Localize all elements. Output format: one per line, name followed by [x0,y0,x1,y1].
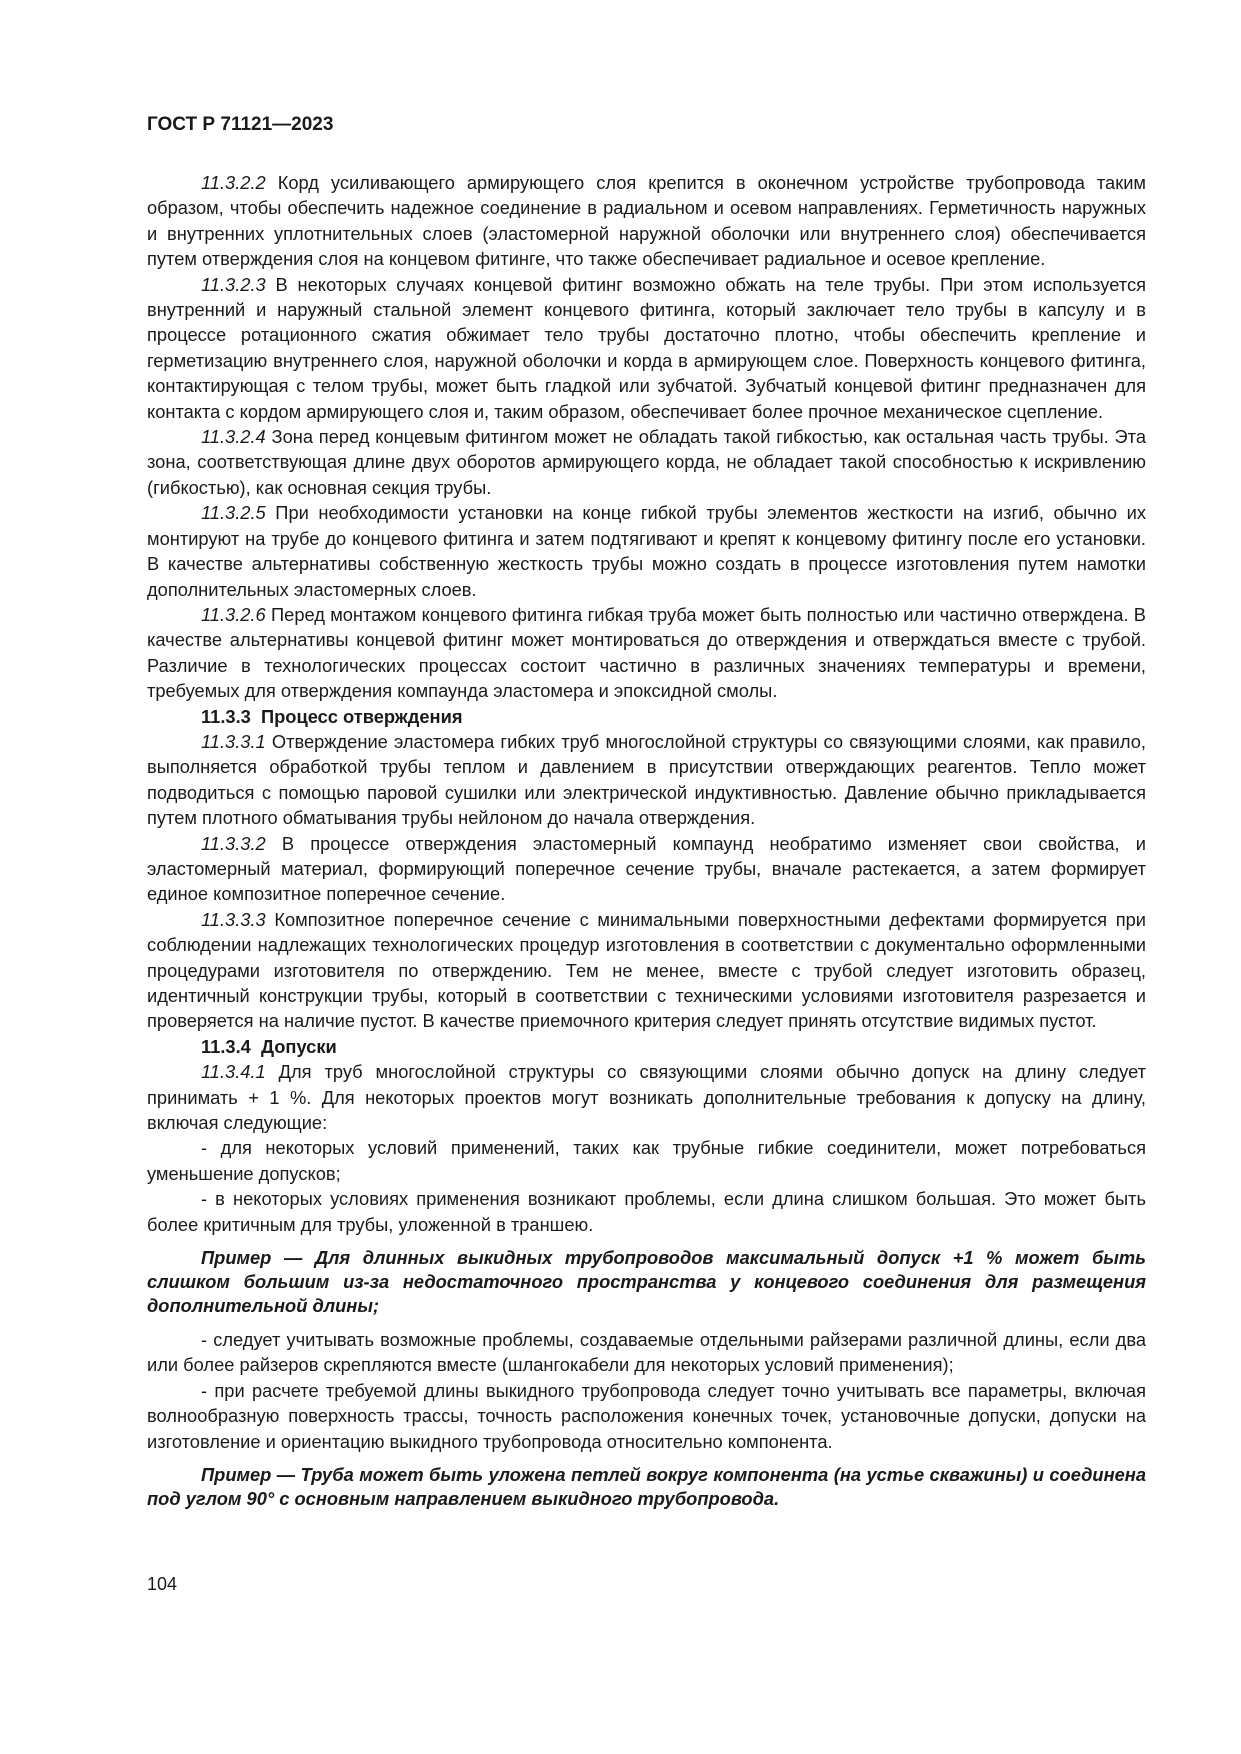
paragraph-11-3-2-6 [147,602,1146,704]
paragraph-text: Для труб многослойной структуры со связующими слоями обычно допуск на длину следует принимать + 1 %. Для некоторых проектов могут возникать дополнительные требования к допуску на длину, включая следующие: [147,1061,1146,1134]
list-item: - для некоторых условий применений, таких как трубные гибкие соединители, может потребоваться уменьшение допусков; [147,1137,1146,1184]
paragraph-text: В некоторых случаях концевой фитинг возможно обжать на теле трубы. При этом используется внутренний и наружный стальной элемент концевого фитинга, который заключает тело трубы в капсулу и в процессе ротационного сжатия обжимает тело трубы достаточно плотно, чтобы обеспечить крепление и герметизацию внутреннего слоя, наружной оболочки и корда в армирующем слое. Поверхность концевого фитинга, контактирующая с телом трубы, может быть гладкой или зубчатой. Зубчатый концевой фитинг предназначен для контакта с кордом армирующего слоя и, таким образом, обеспечивает более прочное механическое сцепление. [147,273,1146,422]
clause-number: 11.3.4.1 [201,1061,266,1083]
paragraph-11-3-4-1 [147,1059,1146,1135]
clause-number: 11.3.2.4 [201,426,266,448]
paragraph-11-3-3-2 [147,831,1146,907]
paragraph-11-3-3-1 [147,729,1146,831]
paragraph-11-3-2-5 [147,500,1146,602]
clause-number: 11.3.2.6 [201,603,266,625]
section-number: 11.3.3 [201,705,251,727]
example-note: Пример — Для длинных выкидных трубопроводов максимальный допуск +1 % может быть слишком большим из-за недостаточного пространства у концевого соединения для размещения дополнительной длины; [147,1247,1146,1317]
clause-number: 11.3.2.2 [201,172,266,193]
paragraph-11-3-2-2 [147,170,1146,272]
paragraph-text: Композитное поперечное сечение с минимальными поверхностными дефектами формируется при соблюдении надлежащих технологических процедур изготовления в соответствии с документально оформленными процедурами изготовителя по отверждению. Тем не менее, вместе с трубой следует изготовить образец, идентичный конструкции трубы, который в соответствии с техническими условиями изготовителя разрезается и проверяется на наличие пустот. В качестве приемочного критерия следует принять отсутствие видимых пустот. [147,908,1146,1032]
section-number: 11.3.4 [201,1035,251,1057]
list-item: - в некоторых условиях применения возникают проблемы, если длина слишком большая. Это может быть более критичным для трубы, уложенной в траншею. [147,1188,1146,1235]
paragraph-text: Отверждение эластомера гибких труб многослойной структуры со связующими слоями, как правило, выполняется обработкой трубы теплом и давлением в присутствии отверждающих реагентов. Тепло может подводиться с помощью паровой сушилки или электрической индуктивностью. Давление обычно прикладывается путем плотного обматывания трубы нейлоном до начала отверждения. [147,730,1146,829]
paragraph-11-3-2-4 [147,424,1146,500]
paragraph-text: Перед монтажом концевого фитинга гибкая труба может быть полностью или частично отверждена. В качестве альтернативы концевой фитинг может монтироваться до отверждения и отверждаться вместе с трубой. Различие в технологических процессах состоит частично в различных значениях температуры и времени, требуемых для отверждения компаунда эластомера и эпоксидной смолы. [147,603,1146,702]
clause-number: 11.3.3.2 [201,832,266,854]
section-heading-11-3-3 [147,704,1146,729]
document-body [147,170,1146,1520]
list-item: - следует учитывать возможные проблемы, создаваемые отдельными райзерами различной длины, если два или более райзеров скрепляются вместе (шлангокабели для некоторых условий применения); [147,1329,1146,1376]
example-note: Пример — Труба может быть уложена петлей вокруг компонента (на устье скважины) и соединена под углом 90° с основным направлением выкидного трубопровода. [147,1464,1146,1510]
list-item: - при расчете требуемой длины выкидного трубопровода следует точно учитывать все параметры, включая волнообразную поверхность трассы, точность расположения конечных точек, установочные допуски, допуски на изготовление и ориентацию выкидного трубопровода относительно компонента. [147,1379,1146,1452]
section-heading-11-3-4 [147,1034,1146,1059]
paragraph-11-3-3-3 [147,907,1146,1034]
section-title: Допуски [261,1035,337,1057]
paragraph-text: Зона перед концевым фитингом может не обладать такой гибкостью, как остальная часть трубы. Эта зона, соответствующая длине двух оборотов армирующего корда, не обладает такой способностью к искривлению (гибкостью), как основная секция трубы. [147,426,1146,498]
section-title: Процесс отверждения [261,705,463,727]
clause-number: 11.3.2.3 [201,273,266,295]
paragraph-11-3-2-3 [147,272,1146,424]
document-header: ГОСТ Р 71121—2023 [147,114,334,135]
page-number: 104 [147,1574,178,1594]
paragraph-text: При необходимости установки на конце гибкой трубы элементов жесткости на изгиб, обычно их монтируют на трубе до концевого фитинга и затем подтягивают и крепят к концевому фитингу после его установки. В качестве альтернативы собственную жесткость трубы можно создать в процессе изготовления путем намотки дополнительных эластомерных слоев. [147,502,1146,600]
paragraph-text: В процессе отверждения эластомерный компаунд необратимо изменяет свои свойства, и эластомерный материал, формирующий поперечное сечение трубы, вначале растекается, а затем формирует единое композитное поперечное сечение. [147,832,1146,905]
clause-number: 11.3.3.3 [201,908,266,930]
clause-number: 11.3.2.5 [201,502,266,524]
clause-number: 11.3.3.1 [201,730,266,752]
paragraph-text: Корд усиливающего армирующего слоя крепится в оконечном устройстве трубопровода таким образом, чтобы обеспечить надежное соединение в радиальном и осевом направлениях. Герметичность наружных и внутренних уплотнительных слоев (эластомерной наружной оболочки или внутреннего слоя) обеспечивается путем отверждения слоя на концевом фитинге, что также обеспечивает радиальное и осевое крепление. [147,172,1146,270]
